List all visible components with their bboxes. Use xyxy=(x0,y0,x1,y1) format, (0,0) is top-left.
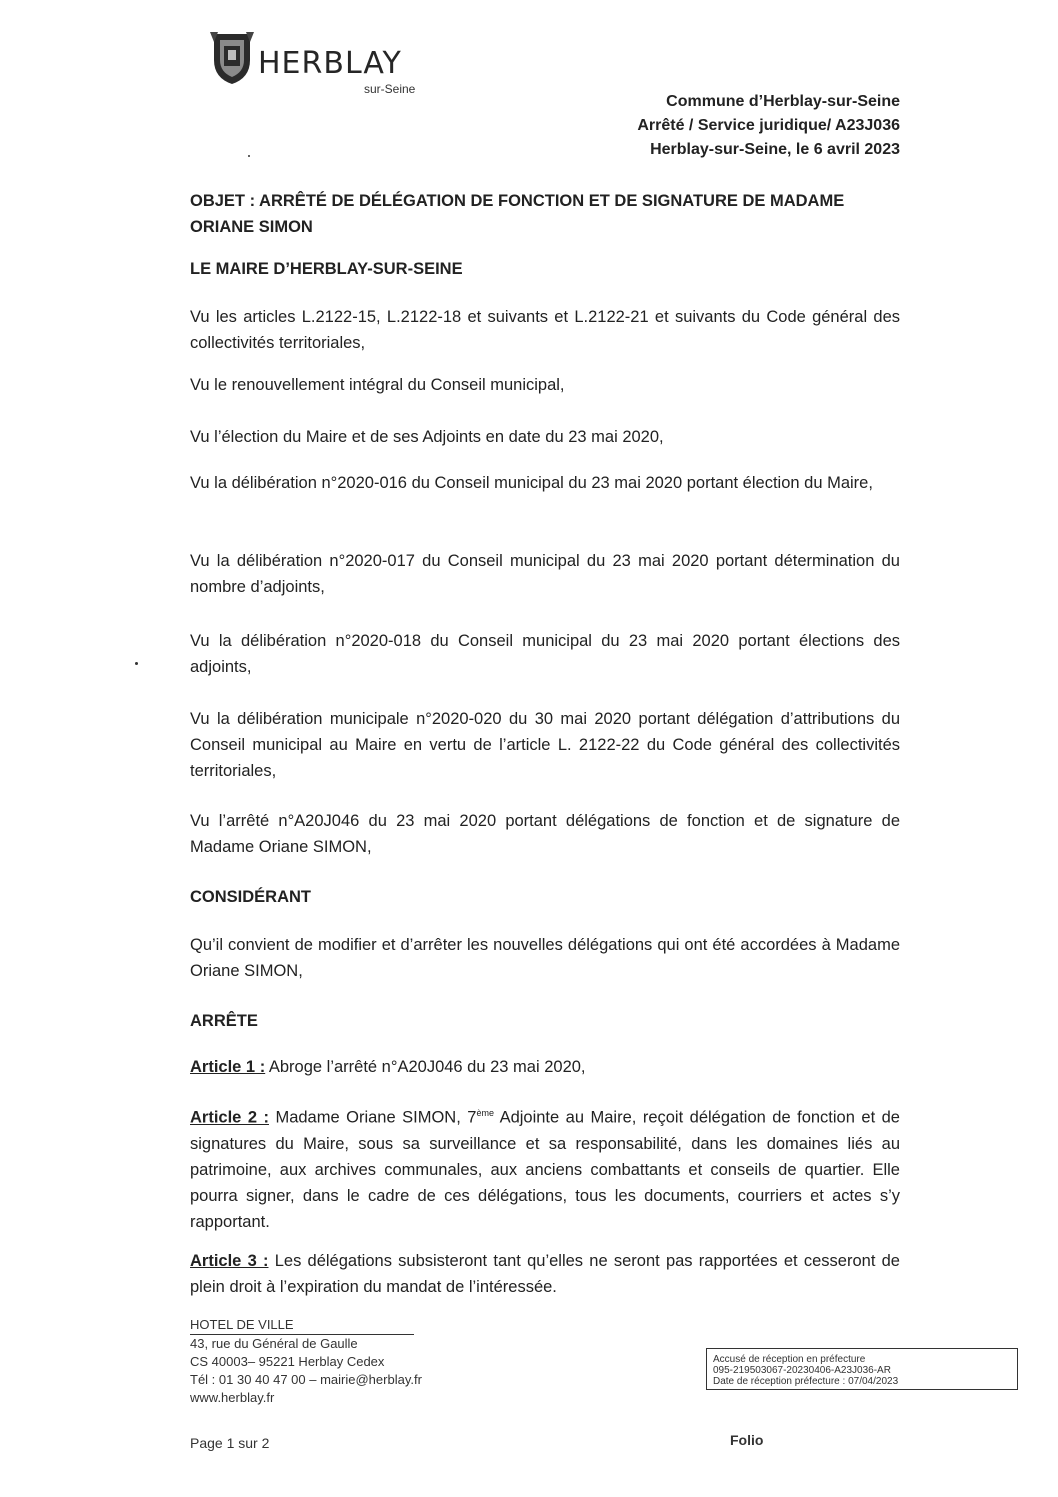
consideration-1: Vu les articles L.2122-15, L.2122-18 et suivants et L.2122-21 et suivants du Code général des collectivités territoriales, xyxy=(190,308,900,352)
authority-heading: LE MAIRE D’HERBLAY-SUR-SEINE xyxy=(190,260,463,278)
prefecture-receipt-stamp xyxy=(706,1348,1018,1390)
consideration-2: Vu le renouvellement intégral du Conseil municipal, xyxy=(190,376,565,394)
reference-line: Arrêté / Service juridique/ A23J036 xyxy=(637,117,900,134)
considerant-heading: CONSIDÉRANT xyxy=(190,888,312,906)
stamp-line-2: 095-219503067-20230406-A23J036-AR xyxy=(713,1365,891,1376)
article-2 xyxy=(190,1100,900,1235)
logo-subtitle: sur-Seine xyxy=(364,82,416,96)
consideration-4: Vu la délibération n°2020-016 du Conseil municipal du 23 mai 2020 portant élection du Maire, xyxy=(190,474,873,492)
article-2-text-start: Madame Oriane SIMON, 7 xyxy=(268,1108,477,1127)
document-subject: OBJET : ARRÊTÉ DE DÉLÉGATION DE FONCTION ET DE SIGNATURE DE MADAME ORIANE SIMON xyxy=(190,192,845,236)
article-3 xyxy=(190,1248,900,1300)
stamp-line-1: Accusé de réception en préfecture xyxy=(713,1354,866,1365)
place-date-line: Herblay-sur-Seine, le 6 avril 2023 xyxy=(650,141,900,158)
article-2-label: Article 2 : xyxy=(190,1108,269,1127)
address-street: 43, rue du Général de Gaulle xyxy=(190,1336,358,1351)
city-logo xyxy=(208,30,448,100)
scan-speck xyxy=(248,155,250,157)
town-hall-title: HOTEL DE VILLE xyxy=(190,1316,414,1335)
article-1 xyxy=(190,1054,900,1080)
consideration-8: Vu l’arrêté n°A20J046 du 23 mai 2020 portant délégations de fonction et de signature de Madame Oriane SIMON, xyxy=(190,812,900,856)
consideration-5: Vu la délibération n°2020-017 du Conseil municipal du 23 mai 2020 portant détermination du nombre d’adjoints, xyxy=(190,552,900,596)
article-2-text-end: Adjointe au Maire, reçoit délégation de fonction et de signatures du Maire, sous sa surveillance et sa responsabilité, dans les domaines liés au patrimoine, aux archives communales, aux anciens combattants et conseils de quartier. Elle pourra signer, dans le cadre de ces délégations, tous les documents, courriers et actes s’y rapportant. xyxy=(190,1108,900,1231)
stamp-line-3: Date de réception préfecture : 07/04/2023 xyxy=(713,1376,899,1387)
logo-name: HERBLAY xyxy=(258,46,402,81)
consideration-3: Vu l’élection du Maire et de ses Adjoints en date du 23 mai 2020, xyxy=(190,428,664,446)
document-header xyxy=(637,90,900,162)
article-1-text: Abroge l’arrêté n°A20J046 du 23 mai 2020, xyxy=(265,1058,586,1076)
city-coat-of-arms-icon xyxy=(208,30,256,86)
considerant-text: Qu’il convient de modifier et d’arrêter les nouvelles délégations qui ont été accordées à Madame Oriane SIMON, xyxy=(190,936,900,980)
consideration-7: Vu la délibération municipale n°2020-020 du 30 mai 2020 portant délégation d’attributions du Conseil municipal au Maire en vertu de l’article L. 2122-22 du Code général des collectivités territoriales, xyxy=(190,710,900,780)
arrete-heading: ARRÊTE xyxy=(190,1012,258,1030)
article-1-label: Article 1 : xyxy=(190,1058,266,1076)
town-hall-address xyxy=(190,1316,422,1407)
address-postal: CS 40003– 95221 Herblay Cedex xyxy=(190,1354,385,1369)
article-3-label: Article 3 : xyxy=(190,1252,269,1270)
contact-line: Tél : 01 30 40 47 00 – mairie@herblay.fr xyxy=(190,1372,422,1387)
folio-label: Folio xyxy=(730,1432,764,1448)
ordinal-suffix: ème xyxy=(476,1108,494,1118)
scan-speck xyxy=(135,662,138,665)
commune-name: Commune d’Herblay-sur-Seine xyxy=(666,93,900,110)
article-3-text: Les délégations subsisteront tant qu’elles ne seront pas rapportées et cesseront de plein droit à l’expiration du mandat de l’intéressée. xyxy=(190,1252,900,1296)
page-number: Page 1 sur 2 xyxy=(190,1435,270,1451)
website: www.herblay.fr xyxy=(190,1390,275,1405)
consideration-6: Vu la délibération n°2020-018 du Conseil municipal du 23 mai 2020 portant élections des adjoints, xyxy=(190,632,900,676)
